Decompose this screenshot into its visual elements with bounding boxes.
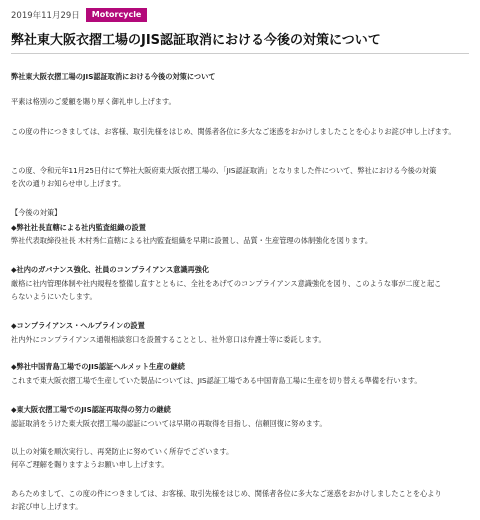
- post-date: 2019年11月29日: [11, 10, 80, 21]
- measure-heading: ◆弊社社長直轄による社内監査組織の設置: [11, 223, 146, 232]
- final-apology-line: お詫び申し上げます。: [11, 502, 83, 511]
- measure-heading: ◆コンプライアンス・ヘルプラインの設置: [11, 321, 145, 330]
- measure-heading: ◆東大阪衣摺工場でのJIS認証再取得の努力の継続: [11, 405, 171, 414]
- final-apology-line: あらためまして、この度の件につきましては、お客様、取引先様をはじめ、関係者各位に多大なご迷惑をおかけしましたことを心より: [11, 489, 442, 498]
- measure-heading: ◆社内のガバナンス強化、社員のコンプライアンス意識再強化: [11, 265, 210, 274]
- measure-text: 社内外にコンプライアンス通報相談窓口を設置することとし、社外窓口は弁護士等に委託します。: [11, 335, 326, 344]
- measures-label: 【今後の対策】: [11, 208, 62, 217]
- apology-text: この度の件につきましては、お客様、取引先様をはじめ、関係者各位に多大なご迷惑をおかけしましたことを心よりお詫び申し上げます。: [11, 127, 456, 136]
- title-divider: [11, 53, 469, 54]
- measure-text: これまで東大阪衣摺工場で生産していた製品については、JIS認証工場である中国青島工場に生産を切り替える準備を行います。: [11, 376, 422, 385]
- measure-text: 弊社代表取締役社長 木村秀仁直轄による社内監査組織を早期に設置し、品質・生産管理の体制強化を図ります。: [11, 236, 373, 245]
- closing-line: 何卒ご理解を賜りますようお願い申し上げます。: [11, 460, 169, 469]
- post-meta: [11, 7, 147, 22]
- closing-line: 以上の対策を順次実行し、再発防止に努めていく所存でございます。: [11, 447, 234, 456]
- measure-text: 厳格に社内管理体制や社内規程を整備し直すとともに、全社をあげてのコンプライアンス意識強化を図り、このような事が二度と起こ: [11, 279, 442, 288]
- measure-text: らないようにいたします。: [11, 292, 97, 301]
- measure-text: 認証取消をうけた東大阪衣摺工場の認証については早期の再取得を目指し、信頼回復に努めます。: [11, 419, 327, 428]
- intro-line: を次の通りお知らせ申し上げます。: [11, 179, 126, 188]
- greeting-text: 平素は格別のご愛顧を賜り厚く御礼申し上げます。: [11, 97, 176, 106]
- page-title: 弊社東大阪衣摺工場のJIS認証取消における今後の対策について: [11, 33, 381, 48]
- intro-line: この度、令和元年11月25日付にて弊社大阪府東大阪衣摺工場の、「JIS認証取消」となりました件について、弊社における今後の対策: [11, 166, 437, 175]
- article-heading: 弊社東大阪衣摺工場のJIS認証取消における今後の対策について: [11, 72, 216, 81]
- category-badge[interactable]: Motorcycle: [86, 8, 148, 22]
- measure-heading: ◆弊社中国青島工場でのJIS認証ヘルメット生産の継続: [11, 362, 185, 371]
